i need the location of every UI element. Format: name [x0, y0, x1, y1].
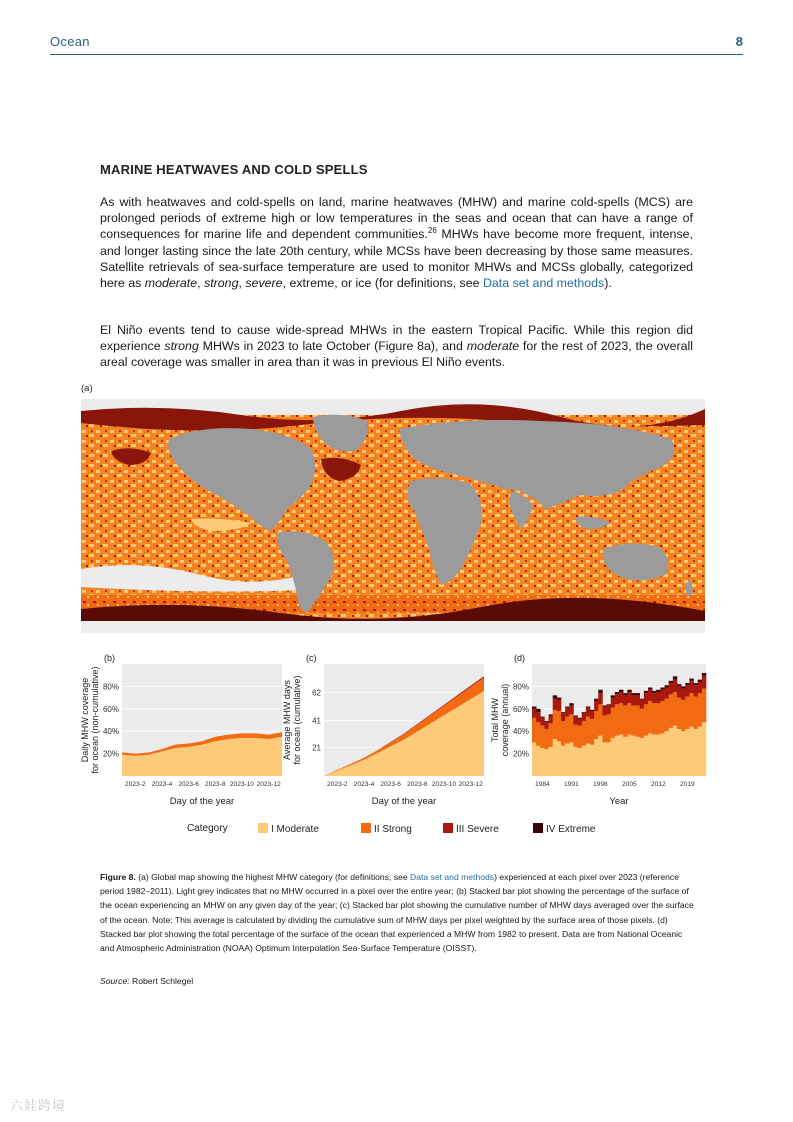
- y-tick-label: 80%: [512, 682, 529, 692]
- x-tick-label: 2023-12: [256, 781, 281, 788]
- bar-1983-ii-strong: [536, 722, 540, 746]
- bar-1999-iv-extreme: [602, 705, 606, 706]
- bar-2002-ii-strong: [615, 704, 619, 735]
- x-tick-label: 2023-2: [327, 781, 348, 788]
- bar-2020-iv-extreme: [689, 679, 693, 681]
- bar-2006-ii-strong: [631, 705, 635, 735]
- bar-1989-i-moderate: [561, 746, 565, 776]
- bar-1990-iv-extreme: [565, 707, 569, 708]
- bar-1996-i-moderate: [590, 745, 594, 776]
- caption-text-1: (a) Global map showing the highest MHW category (for definitions, see: [135, 872, 410, 882]
- bar-1987-i-moderate: [553, 739, 557, 776]
- bar-1993-iii-severe: [578, 719, 582, 726]
- legend-label-strong: II Strong: [374, 824, 412, 835]
- bar-1982-i-moderate: [532, 742, 536, 776]
- bar-2012-i-moderate: [656, 735, 660, 776]
- bar-1992-ii-strong: [573, 724, 577, 746]
- bar-2002-i-moderate: [615, 736, 619, 776]
- bar-2000-iii-severe: [607, 705, 611, 714]
- bar-2011-i-moderate: [652, 735, 656, 776]
- bar-1982-iv-extreme: [532, 707, 536, 709]
- page-header: [50, 34, 743, 55]
- bar-2021-iv-extreme: [694, 683, 698, 685]
- bar-2014-i-moderate: [665, 731, 669, 776]
- bar-1997-ii-strong: [594, 711, 598, 739]
- y-tick-label: 60%: [102, 704, 119, 714]
- paragraph-1: [100, 194, 693, 291]
- para1-text-4: ,: [238, 276, 246, 291]
- para2-text-2: MHWs in 2023 to late October (Figure 8a), and: [198, 339, 467, 354]
- bar-2002-iii-severe: [615, 694, 619, 704]
- y-axis-title: [490, 684, 510, 757]
- bar-1998-ii-strong: [598, 704, 602, 735]
- bar-2023-i-moderate: [702, 722, 706, 776]
- y-tick-label: 40%: [512, 727, 529, 737]
- legend-label-moderate: I Moderate: [271, 824, 319, 835]
- legend-item-moderate: [258, 823, 319, 835]
- y-axis-title-line: Total MHW: [490, 697, 500, 743]
- term-severe: severe: [245, 276, 283, 291]
- bar-2005-iii-severe: [627, 692, 631, 703]
- source-label: Source:: [100, 976, 130, 986]
- x-tick-label: 2023-8: [205, 781, 226, 788]
- bar-2010-i-moderate: [648, 733, 652, 776]
- x-tick-label: 2023-4: [353, 781, 375, 788]
- bar-1986-iv-extreme: [549, 714, 553, 715]
- bar-2018-ii-strong: [681, 700, 685, 731]
- bar-1995-iv-extreme: [586, 707, 590, 708]
- bar-1999-ii-strong: [602, 716, 606, 743]
- bar-2016-i-moderate: [673, 726, 677, 776]
- chart-d-svg: [486, 651, 710, 811]
- bar-2004-iii-severe: [623, 695, 627, 705]
- bar-1999-iii-severe: [602, 707, 606, 716]
- bar-2007-i-moderate: [636, 737, 640, 776]
- y-tick-label: 21: [312, 743, 321, 753]
- paragraph-2: [100, 322, 693, 371]
- bar-2003-i-moderate: [619, 735, 623, 776]
- bar-2003-iii-severe: [619, 692, 623, 703]
- x-tick-label: 1984: [535, 781, 550, 788]
- bar-1984-iii-severe: [540, 718, 544, 726]
- y-axis-title-line: for ocean (cumulative): [292, 675, 302, 765]
- bar-1992-iv-extreme: [573, 716, 577, 717]
- bar-2022-iv-extreme: [698, 680, 702, 682]
- bar-1984-ii-strong: [540, 726, 544, 748]
- bar-2019-i-moderate: [685, 729, 689, 776]
- y-tick-label: 60%: [512, 704, 529, 714]
- bar-2017-iii-severe: [677, 686, 681, 697]
- legend-title: Category: [187, 823, 228, 834]
- y-axis-title-line: Average MHW days: [282, 680, 292, 760]
- bar-2009-iii-severe: [644, 693, 648, 704]
- x-tick-label: 2023-6: [178, 781, 199, 788]
- bar-2017-iv-extreme: [677, 684, 681, 686]
- bar-1995-i-moderate: [586, 744, 590, 776]
- bar-2005-iv-extreme: [627, 690, 631, 692]
- bar-2019-iv-extreme: [685, 683, 689, 685]
- bar-2008-i-moderate: [640, 738, 644, 776]
- bar-1995-iii-severe: [586, 708, 590, 717]
- bar-1995-ii-strong: [586, 717, 590, 744]
- bar-1998-iv-extreme: [598, 690, 602, 693]
- bar-1986-i-moderate: [549, 747, 553, 776]
- chart-b-svg: [76, 651, 286, 811]
- figure-source: [100, 976, 193, 986]
- bar-2018-iv-extreme: [681, 686, 685, 688]
- bar-2008-ii-strong: [640, 709, 644, 738]
- bar-2018-i-moderate: [681, 731, 685, 776]
- bar-2013-iv-extreme: [660, 688, 664, 690]
- bar-2017-i-moderate: [677, 729, 681, 776]
- bar-1990-i-moderate: [565, 744, 569, 776]
- legend-item-strong: [361, 823, 412, 835]
- y-axis-title-line: Daily MHW coverage: [80, 677, 90, 763]
- bar-1990-ii-strong: [565, 717, 569, 744]
- para1-text-1: As with heatwaves and cold-spells on land, marine heatwaves (MHW) and marine cold-spells (MCS) are prolonged periods of extreme high or low temperatures in the seas and ocean that can have a range of consequences for marine life and dependent communities.: [100, 195, 693, 242]
- data-methods-link[interactable]: Data set and methods: [482, 276, 605, 291]
- term-strong-2: strong: [164, 339, 199, 354]
- chart-b: [76, 651, 286, 811]
- x-tick-label: 1991: [564, 781, 579, 788]
- bar-2005-ii-strong: [627, 703, 631, 734]
- bar-1989-iii-severe: [561, 713, 565, 721]
- caption-text-2: ) experienced at each pixel over 2023 (reference period 1982–2011). Light grey indicates that no MHW occurred in a pixel over the entire year; (b) Stacked bar plot showing the percentage of the surface of the ocean experiencing an MHW on any given day of the year; (c) Stacked bar plot showing the cumulative number of MHW days averaged over the surface of the ocean. Note: This average is calculated by dividing the cumulative sum of MHW days per pixel weighted by the surface area of those pixels. (d) Stacked bar plot showing the total percentage of the surface of the ocean that experienced a MHW from 1982 to present. Data are from National Oceanic and Atmospheric Administration (NOAA) Optimum Interpolation Sea-Surface Temperature (OISST).: [100, 872, 694, 954]
- bar-1996-iv-extreme: [590, 710, 594, 711]
- bar-1987-ii-strong: [553, 710, 557, 739]
- bar-1996-iii-severe: [590, 711, 594, 719]
- bar-1993-ii-strong: [578, 726, 582, 748]
- bar-1998-i-moderate: [598, 736, 602, 776]
- bar-1992-i-moderate: [573, 747, 577, 776]
- bar-2013-ii-strong: [660, 701, 664, 733]
- bar-2013-iii-severe: [660, 690, 664, 701]
- bar-2009-ii-strong: [644, 704, 648, 735]
- bar-2018-iii-severe: [681, 689, 685, 700]
- bar-1994-iii-severe: [582, 713, 586, 721]
- x-tick-label: 2019: [680, 781, 695, 788]
- bar-1997-iii-severe: [594, 701, 598, 711]
- bar-1989-iv-extreme: [561, 712, 565, 713]
- bar-1987-iii-severe: [553, 699, 557, 710]
- bar-1988-ii-strong: [557, 711, 561, 741]
- bar-2019-ii-strong: [685, 696, 689, 728]
- y-axis-title-line: for ocean (non-cumulative): [90, 666, 100, 774]
- bar-2003-ii-strong: [619, 703, 623, 734]
- bar-2012-ii-strong: [656, 703, 660, 734]
- bar-1990-iii-severe: [565, 708, 569, 717]
- bar-2020-i-moderate: [689, 727, 693, 776]
- bar-1983-iii-severe: [536, 712, 540, 722]
- bar-1982-ii-strong: [532, 718, 536, 743]
- y-tick-label: 80%: [102, 682, 119, 692]
- x-tick-label: 2023-8: [407, 781, 428, 788]
- bar-1985-iii-severe: [544, 722, 548, 729]
- bar-2010-ii-strong: [648, 701, 652, 733]
- bar-1993-iv-extreme: [578, 718, 582, 719]
- severe-swatch: [443, 823, 453, 833]
- bar-2010-iii-severe: [648, 690, 652, 701]
- legend-item-severe: [443, 823, 499, 835]
- bar-1992-iii-severe: [573, 717, 577, 725]
- x-tick-label: 2023-10: [431, 781, 457, 788]
- footnote-ref[interactable]: 26: [427, 226, 437, 236]
- bar-2001-iii-severe: [611, 698, 615, 708]
- bar-2011-ii-strong: [652, 703, 656, 734]
- caption-label: Figure 8.: [100, 872, 136, 882]
- bar-1986-ii-strong: [549, 723, 553, 747]
- bar-1988-iv-extreme: [557, 698, 561, 700]
- y-tick-label: 40%: [102, 727, 119, 737]
- bar-2002-iv-extreme: [615, 692, 619, 694]
- bar-1997-i-moderate: [594, 739, 598, 776]
- bar-2017-ii-strong: [677, 698, 681, 729]
- bar-1996-ii-strong: [590, 719, 594, 745]
- bar-2006-i-moderate: [631, 736, 635, 776]
- bar-2021-ii-strong: [694, 696, 698, 728]
- x-tick-label: 2005: [622, 781, 637, 788]
- x-axis-title: Year: [609, 796, 629, 807]
- bar-1988-iii-severe: [557, 700, 561, 711]
- figure-caption: [100, 870, 696, 955]
- bar-2019-iii-severe: [685, 685, 689, 696]
- bar-2003-iv-extreme: [619, 690, 623, 692]
- chart-c-svg: [284, 651, 496, 811]
- y-axis-title-line: coverage (annual): [500, 683, 510, 757]
- bar-2006-iv-extreme: [631, 693, 635, 695]
- panel-label: (d): [514, 653, 525, 663]
- bar-1983-i-moderate: [536, 746, 540, 776]
- legend-label-severe: III Severe: [456, 824, 499, 835]
- panel-a-label: (a): [81, 383, 93, 394]
- extreme-swatch: [533, 823, 543, 833]
- bar-1983-iv-extreme: [536, 709, 540, 712]
- bar-2009-iv-extreme: [644, 691, 648, 693]
- bar-1987-iv-extreme: [553, 695, 557, 698]
- map-svg: [81, 399, 705, 633]
- bar-1997-iv-extreme: [594, 699, 598, 701]
- bar-2023-iii-severe: [702, 676, 706, 688]
- panel-label: (c): [306, 653, 317, 663]
- bar-2014-ii-strong: [665, 699, 669, 731]
- panel-label: (b): [104, 653, 115, 663]
- bar-2000-ii-strong: [607, 714, 611, 742]
- y-axis-title: [80, 666, 100, 773]
- bar-1982-iii-severe: [532, 709, 536, 718]
- x-tick-label: 2023-2: [125, 781, 146, 788]
- bar-2000-i-moderate: [607, 742, 611, 776]
- bar-2012-iv-extreme: [656, 690, 660, 692]
- para2-text-1: El Niño events tend to cause wide-spread MHWs in the eastern Tropical Pacific. While this region did experience: [100, 323, 693, 354]
- x-tick-label: 2023-10: [229, 781, 255, 788]
- bar-2004-ii-strong: [623, 705, 627, 736]
- section-title: Ocean: [50, 34, 90, 49]
- bar-2023-iv-extreme: [702, 673, 706, 676]
- bar-2001-iv-extreme: [611, 695, 615, 697]
- bar-2006-iii-severe: [631, 695, 635, 705]
- chart-d: [486, 651, 710, 811]
- bar-1994-i-moderate: [582, 746, 586, 776]
- strong-swatch: [361, 823, 371, 833]
- bar-2023-ii-strong: [702, 689, 706, 723]
- caption-data-methods-link[interactable]: Data set and methods: [410, 872, 495, 882]
- bar-1984-iv-extreme: [540, 717, 544, 718]
- bar-1985-ii-strong: [544, 729, 548, 749]
- para1-text-2: MHWs have become more frequent, intense, and longer lasting since the late 20th century, while MCSs have been decreasing by those same measures. Satellite retrievals of sea-surface temperature are used to monitor MHWs and MCSs globally, categorized here as: [100, 227, 693, 291]
- bar-2016-iv-extreme: [673, 676, 677, 679]
- bar-1991-ii-strong: [569, 714, 573, 742]
- para1-text-6: ).: [604, 276, 612, 291]
- bar-2014-iv-extreme: [665, 685, 669, 687]
- source-author: Robert Schlegel: [129, 976, 194, 986]
- bar-2011-iii-severe: [652, 693, 656, 703]
- bar-2020-iii-severe: [689, 681, 693, 693]
- term-strong: strong: [204, 276, 239, 291]
- bar-2016-ii-strong: [673, 692, 677, 726]
- bar-2012-iii-severe: [656, 692, 660, 703]
- bar-1991-iv-extreme: [569, 703, 573, 705]
- bar-2007-iii-severe: [636, 695, 640, 705]
- bar-2010-iv-extreme: [648, 688, 652, 690]
- bar-2001-i-moderate: [611, 738, 615, 776]
- section-heading: MARINE HEATWAVES AND COLD SPELLS: [100, 162, 368, 177]
- page-number: 8: [735, 34, 743, 49]
- x-tick-label: 1998: [593, 781, 608, 788]
- bar-1991-i-moderate: [569, 742, 573, 776]
- chart-c: [284, 651, 496, 811]
- bar-2009-i-moderate: [644, 736, 648, 776]
- y-tick-label: 41: [312, 716, 321, 726]
- para2-text-3: for the rest of 2023, the overall areal coverage was smaller in area than it was in previous El Niño events.: [100, 339, 693, 370]
- bar-2004-i-moderate: [623, 737, 627, 776]
- y-tick-label: 62: [312, 688, 321, 698]
- bar-1998-iii-severe: [598, 693, 602, 704]
- bar-1989-ii-strong: [561, 721, 565, 746]
- antarctica-ice: [81, 621, 705, 633]
- bar-2022-ii-strong: [698, 693, 702, 727]
- bar-2007-iv-extreme: [636, 693, 640, 695]
- mhw-world-map: [81, 399, 705, 633]
- bar-1986-iii-severe: [549, 716, 553, 724]
- bar-1991-iii-severe: [569, 705, 573, 714]
- bar-2015-i-moderate: [669, 728, 673, 776]
- legend-item-extreme: [533, 823, 595, 835]
- bar-2005-i-moderate: [627, 735, 631, 776]
- bar-2021-iii-severe: [694, 685, 698, 696]
- bar-2013-i-moderate: [660, 733, 664, 776]
- x-axis-title: Day of the year: [371, 796, 437, 807]
- bar-2020-ii-strong: [689, 693, 693, 727]
- term-moderate-2: moderate: [466, 339, 520, 354]
- bar-1985-i-moderate: [544, 749, 548, 776]
- bar-2014-iii-severe: [665, 688, 669, 699]
- bar-1994-ii-strong: [582, 721, 586, 746]
- x-tick-label: 2023-6: [380, 781, 401, 788]
- x-tick-label: 2012: [651, 781, 666, 788]
- y-tick-label: 20%: [102, 749, 119, 759]
- x-axis-title: Day of the year: [169, 796, 235, 807]
- bar-1985-iv-extreme: [544, 721, 548, 722]
- term-moderate: moderate: [144, 276, 198, 291]
- x-tick-label: 2023-4: [151, 781, 173, 788]
- para1-text-5: , extreme, or ice (for definitions, see: [282, 276, 483, 291]
- bar-2022-iii-severe: [698, 682, 702, 693]
- bar-2022-i-moderate: [698, 727, 702, 776]
- bar-1999-i-moderate: [602, 742, 606, 776]
- bar-1988-i-moderate: [557, 741, 561, 776]
- y-axis-title: [282, 675, 302, 764]
- bar-2000-iv-extreme: [607, 704, 611, 705]
- y-tick-label: 20%: [512, 749, 529, 759]
- bar-2015-iii-severe: [669, 683, 673, 694]
- bar-1994-iv-extreme: [582, 712, 586, 713]
- x-tick-label: 2023-12: [458, 781, 483, 788]
- bar-2008-iv-extreme: [640, 699, 644, 700]
- moderate-swatch: [258, 823, 268, 833]
- bar-2007-ii-strong: [636, 705, 640, 736]
- para1-text-3: ,: [197, 276, 205, 291]
- bar-1993-i-moderate: [578, 748, 582, 776]
- bar-2015-iv-extreme: [669, 681, 673, 683]
- bar-2015-ii-strong: [669, 694, 673, 728]
- bar-2011-iv-extreme: [652, 691, 656, 693]
- bar-1984-i-moderate: [540, 748, 544, 776]
- bar-2021-i-moderate: [694, 729, 698, 776]
- bar-2004-iv-extreme: [623, 693, 627, 695]
- legend-label-extreme: IV Extreme: [546, 824, 596, 835]
- bar-2001-ii-strong: [611, 708, 615, 738]
- bar-2016-iii-severe: [673, 680, 677, 692]
- category-legend: [187, 823, 627, 837]
- watermark-text: 六娃跨境: [10, 1098, 67, 1113]
- bar-2008-iii-severe: [640, 700, 644, 709]
